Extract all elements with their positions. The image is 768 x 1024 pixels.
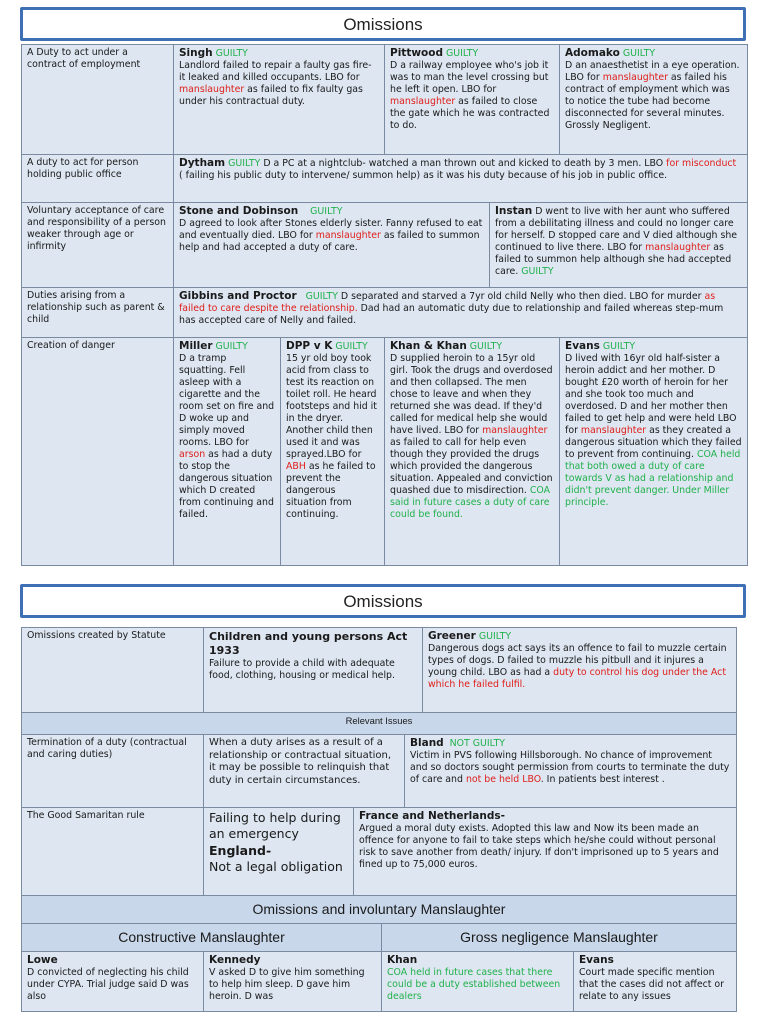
relevant-issues-heading: Relevant Issues bbox=[22, 713, 737, 735]
samaritan-england: Failing to help during an emergency England- Not a legal obligation bbox=[204, 808, 354, 896]
omissions-table-2 bbox=[21, 627, 737, 1012]
case-gibbins-proctor: Gibbins and Proctor GUILTY D separated and starved a 7yr old child Nelly who then died. LBO for murder as failed to care despite the relationship. Dad had an automatic duty due to relationship and failed whereas step-mum has accepted care of Nelly and failed. bbox=[174, 288, 748, 338]
row-manslaughter-cases bbox=[22, 952, 737, 1012]
row-contract bbox=[22, 45, 748, 155]
case-cypa-1933: Children and young persons Act 1933 Failure to provide a child with adequate food, clothing, housing or medical help. bbox=[204, 628, 423, 713]
case-lowe: Lowe D convicted of neglecting his child under CYPA. Trial judge said D was also bbox=[22, 952, 204, 1012]
case-bland: Bland NOT GUILTY Victim in PVS following Hillsborough. No chance of improvement and so doctors sought permission from courts to terminate the duty of care and not be held LBO. In patients best interest . bbox=[405, 735, 737, 808]
row-label-danger: Creation of danger bbox=[22, 338, 174, 566]
row-termination bbox=[22, 735, 737, 808]
case-evans: Evans GUILTY D lived with 16yr old half-sister a heroin addict and her mother. D bought £20 worth of heroin for her and she took too much and overdosed. D and her mother then failed to get help and were held LBO for manslaughter as they created a dangerous situation which they failed to prevent from continuing. COA held that both owed a duty of care towards V as had a relationship and didn't prevent danger. Under Miller principle. bbox=[560, 338, 748, 566]
row-label-termination: Termination of a duty (contractual and caring duties) bbox=[22, 735, 204, 808]
constructive-manslaughter-heading: Constructive Manslaughter bbox=[22, 924, 382, 952]
case-adomako: Adomako GUILTY D an anaesthetist in a eye operation. LBO for manslaughter as failed his contract of employment which was to notice the tube had become disconnected for several minutes. Grossly Negligent. bbox=[560, 45, 748, 155]
row-label-voluntary: Voluntary acceptance of care and responsibility of a person weaker through age or infirmity bbox=[22, 203, 174, 288]
row-samaritan bbox=[22, 808, 737, 896]
gross-negligence-heading: Gross negligence Manslaughter bbox=[382, 924, 737, 952]
case-stone-dobinson: Stone and Dobinson GUILTY D agreed to look after Stones elderly sister. Fanny refused to eat and eventually died. LBO for manslaughter as failed to summon help and had accepted a duty of care. bbox=[174, 203, 490, 288]
termination-text: When a duty arises as a result of a relationship or contractual situation, it may be possible to relinquish that duty in certain circumstances. bbox=[204, 735, 405, 808]
row-label-samaritan: The Good Samaritan rule bbox=[22, 808, 204, 896]
row-relationship bbox=[22, 288, 748, 338]
manslaughter-heading: Omissions and involuntary Manslaughter bbox=[22, 896, 737, 924]
omissions-table-1 bbox=[21, 44, 748, 566]
case-khan-khan: Khan & Khan GUILTY D supplied heroin to a 15yr old girl. Took the drugs and overdosed and then collapsed. The men chose to leave and when they returned she was dead. If they'd called for medical help she would have lived. LBO for manslaughter as failed to call for help even though they provided the drugs which provided the dangerous situation. Appealed and conviction quashed due to misdirection. COA said in future cases a duty of care could be found. bbox=[385, 338, 560, 566]
case-miller: Miller GUILTY D a tramp squatting. Fell asleep with a cigarette and the room set on fire and D woke up and simply moved rooms. LBO for arson as had a duty to stop the dangerous situation which D created from continuing and failed. bbox=[174, 338, 281, 566]
row-label-statute: Omissions created by Statute bbox=[22, 628, 204, 713]
page2-title: Omissions bbox=[20, 584, 746, 618]
row-voluntary bbox=[22, 203, 748, 288]
case-pittwood: Pittwood GUILTY D a railway employee who's job it was to man the level crossing but he left it open. LBO for manslaughter as failed to close the gate which he was contracted to do. bbox=[385, 45, 560, 155]
case-instan: Instan D went to live with her aunt who suffered from a debilitating illness and could no longer care for herself. D stopped care and V died although she continued to live there. LBO for manslaughter as failed to summon help although she had accepted care. GUILTY bbox=[490, 203, 748, 288]
row-label-relationship: Duties arising from a relationship such as parent & child bbox=[22, 288, 174, 338]
row-manslaughter-heading bbox=[22, 896, 737, 924]
case-khan-gross: Khan COA held in future cases that there could be a duty established between dealers bbox=[382, 952, 574, 1012]
case-evans-gross: Evans Court made specific mention that the cases did not affect or relate to any issues bbox=[574, 952, 737, 1012]
case-dpp-v-k: DPP v K GUILTY 15 yr old boy took acid from class to test its reaction on toilet roll. He heard footsteps and hid it in the dryer. Another child then used it and was sprayed.LBO for ABH as he failed to prevent the dangerous situation from continuing. bbox=[281, 338, 385, 566]
page1-title: Omissions bbox=[20, 7, 746, 41]
case-singh: Singh GUILTY Landlord failed to repair a faulty gas fire- it leaked and killed occupants. LBO for manslaughter as failed to fix faulty gas under his contractual duty. bbox=[174, 45, 385, 155]
case-kennedy: Kennedy V asked D to give him something to help him sleep. D gave him heroin. D was bbox=[204, 952, 382, 1012]
case-france-netherlands: France and Netherlands- Argued a moral duty exists. Adopted this law and Now its been made an offence for anyone to fail to take steps which he/she could without personal risk to save another from death/ injury. If don't imprisoned up to 5 years and fined up to 75,000 euros. bbox=[354, 808, 737, 896]
row-label-contract: A Duty to act under a contract of employment bbox=[22, 45, 174, 155]
case-greener: Greener GUILTY Dangerous dogs act says its an offence to fail to muzzle certain types of dogs. D failed to muzzle his pitbull and it injures a young child. LBO as had a duty to control his dog under the Act which he failed fulfil. bbox=[423, 628, 737, 713]
row-label-public: A duty to act for person holding public office bbox=[22, 155, 174, 203]
row-statute bbox=[22, 628, 737, 713]
row-manslaughter-types bbox=[22, 924, 737, 952]
row-danger bbox=[22, 338, 748, 566]
case-dytham: Dytham GUILTY D a PC at a nightclub- watched a man thrown out and kicked to death by 3 men. LBO for misconduct ( failing his public duty to intervene/ summon help) as it was his duty because of his job in public office. bbox=[174, 155, 748, 203]
row-relevant-heading bbox=[22, 713, 737, 735]
row-public bbox=[22, 155, 748, 203]
